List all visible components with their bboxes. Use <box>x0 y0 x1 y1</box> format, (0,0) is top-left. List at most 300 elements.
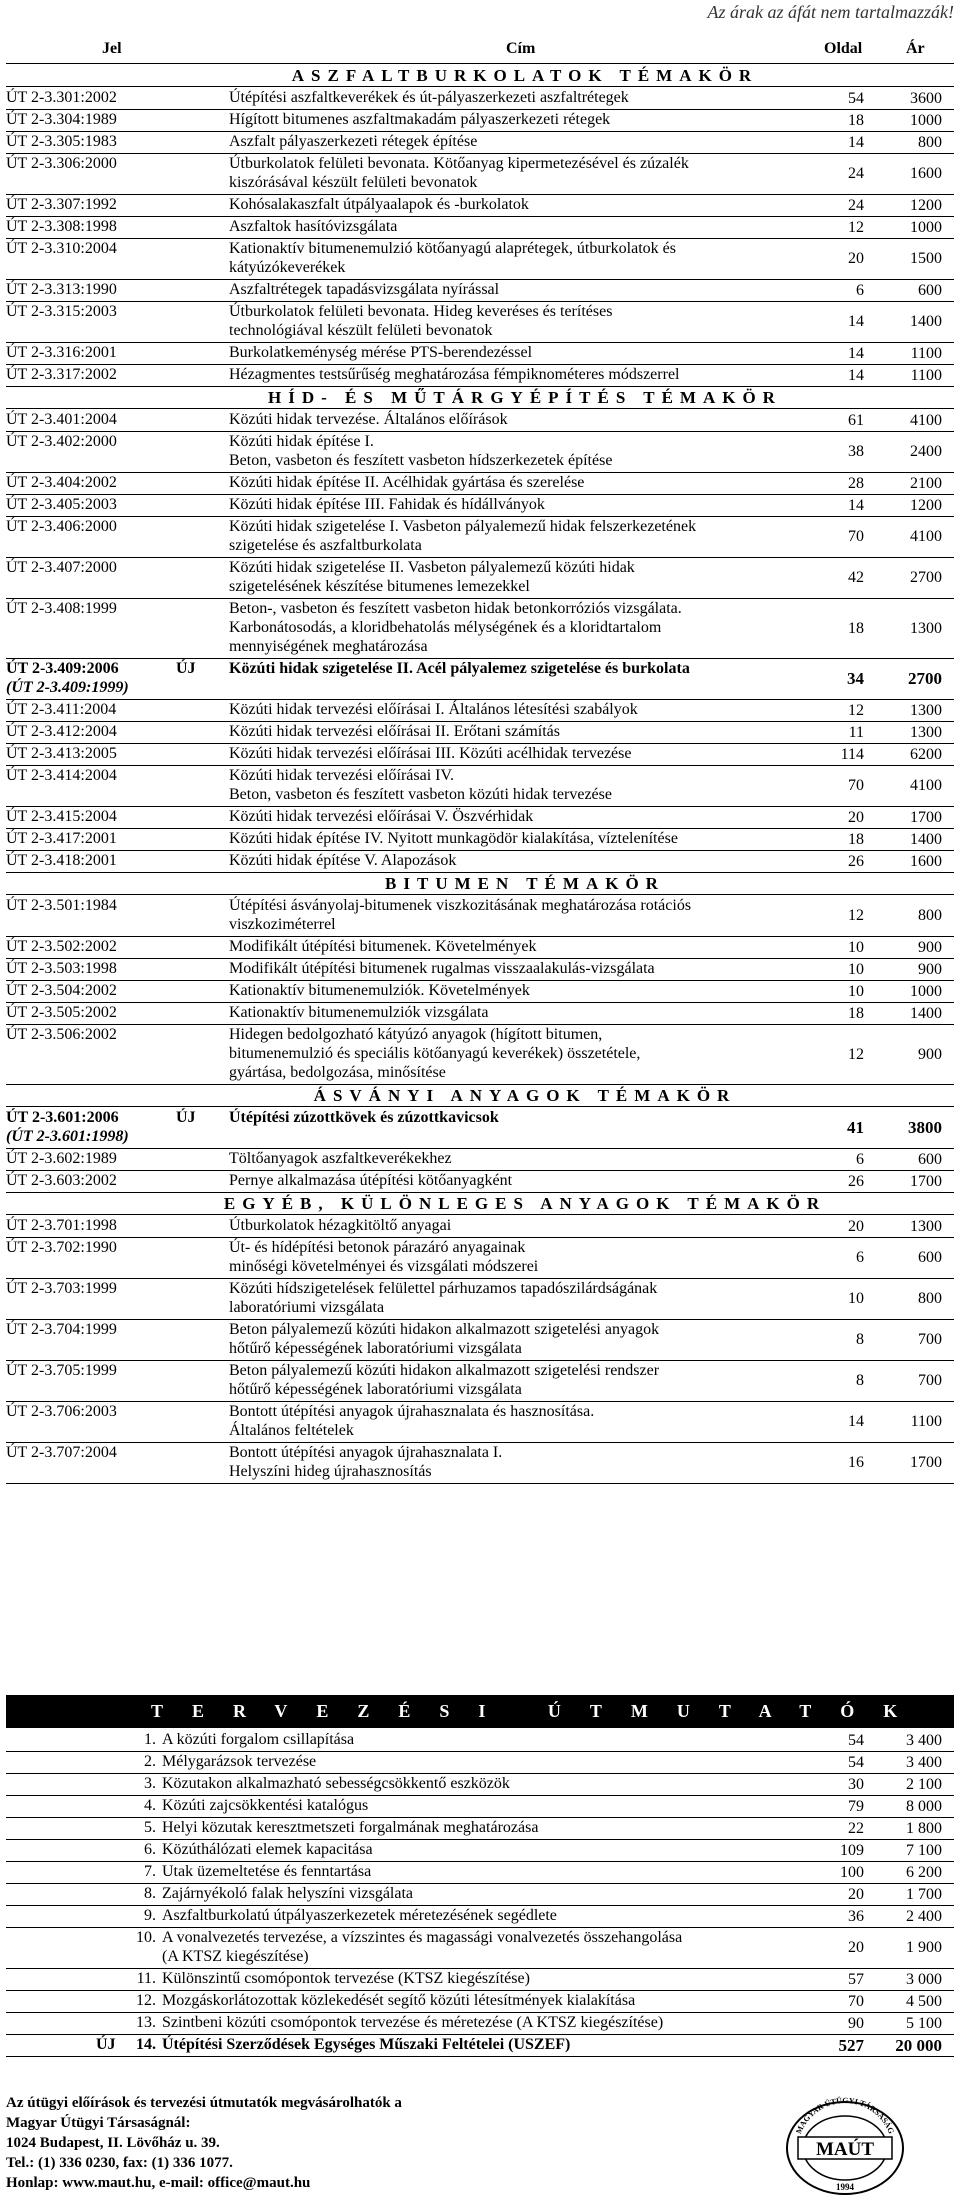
table-row <box>6 980 954 1003</box>
standard-title <box>229 473 819 492</box>
standard-code <box>6 1238 117 1257</box>
standard-code <box>6 959 117 978</box>
guide-number: 6. <box>144 1841 156 1858</box>
price: 1100 <box>910 367 942 384</box>
page-count: 36 <box>848 1908 864 1925</box>
standard-code <box>6 110 117 129</box>
title-line: Közúti hidak szigetelése II. Acél pályalemez szigetelése és burkolata <box>229 660 690 677</box>
standard-title <box>229 659 819 678</box>
guide-title <box>162 1774 812 1793</box>
page-count: 14 <box>848 367 864 384</box>
title-line: Útburkolatok felületi bevonata. Hideg keveréses és terítéses <box>229 303 613 320</box>
standard-code <box>6 1171 117 1190</box>
table-row <box>6 87 954 110</box>
page-count: 20 <box>848 250 864 267</box>
new-badge: ÚJ <box>96 2036 116 2053</box>
table-row <box>6 1401 954 1443</box>
code-text: ÚT 2-3.418:2001 <box>6 852 117 869</box>
price: 2400 <box>910 443 942 460</box>
title-line: A közúti forgalom csillapítása <box>162 1731 355 1748</box>
code-text: ÚT 2-3.307:1992 <box>6 196 117 213</box>
table-row <box>6 153 954 195</box>
page-count: 6 <box>856 1249 864 1266</box>
page-count: 38 <box>848 443 864 460</box>
price: 4100 <box>910 528 942 545</box>
price: 600 <box>918 1151 942 1168</box>
table-row <box>6 131 954 154</box>
standard-code <box>6 1443 117 1462</box>
table-row <box>6 765 954 807</box>
page-count: 527 <box>838 2036 864 2055</box>
code-text: ÚT 2-3.412:2004 <box>6 723 117 740</box>
title-line: Mozgáskorlátozottak közlekedését segítő közúti létesítmények kialakítása <box>162 1992 636 2009</box>
standard-code <box>6 132 117 151</box>
guide-title <box>162 2013 812 2032</box>
standard-title <box>229 132 819 151</box>
page-count: 12 <box>848 702 864 719</box>
title-line: bitumenemulzió és speciális kötőanyagú keverékek) összetétele, <box>229 1045 641 1062</box>
code-text: ÚT 2-3.707:2004 <box>6 1444 117 1461</box>
guide-row <box>6 1905 954 1928</box>
price: 1300 <box>910 1218 942 1235</box>
table-row <box>6 279 954 302</box>
column-header-oldal: Oldal <box>824 40 863 57</box>
guide-row <box>6 1839 954 1862</box>
price: 2700 <box>910 569 942 586</box>
table-row <box>6 409 954 432</box>
standard-title <box>229 1361 819 1399</box>
price: 3 400 <box>906 1732 942 1749</box>
guide-row <box>6 1729 954 1752</box>
page-count: 24 <box>848 165 864 182</box>
page-count: 34 <box>847 669 864 688</box>
guide-number: 11. <box>136 1970 156 1987</box>
guide-row <box>6 1883 954 1906</box>
title-line: Közúti hidak tervezése. Általános előírások <box>229 411 508 428</box>
page-count: 20 <box>848 1886 864 1903</box>
guides-title: TERVEZÉSI ÚTMUTATÓK <box>151 1701 927 1721</box>
vat-note: Az árak az áfát nem tartalmazzák! <box>707 2 954 22</box>
standard-code <box>6 1320 117 1339</box>
page-count: 18 <box>848 831 864 848</box>
price: 2 400 <box>906 1908 942 1925</box>
code-text: ÚT 2-3.505:2002 <box>6 1004 117 1021</box>
standard-title <box>229 1025 819 1082</box>
standard-title <box>229 1443 819 1481</box>
title-line: Útépítési zúzottkövek és zúzottkavicsok <box>229 1109 499 1126</box>
price: 1100 <box>910 1413 942 1430</box>
table-row <box>6 516 954 558</box>
table-row <box>6 658 954 700</box>
page-count: 10 <box>848 939 864 956</box>
guide-number: 7. <box>144 1863 156 1880</box>
table-row <box>6 301 954 343</box>
price: 900 <box>918 961 942 978</box>
standard-title <box>229 1402 819 1440</box>
title-line: kiszórásával készült felületi bevonatok <box>229 174 478 191</box>
page-count: 14 <box>848 134 864 151</box>
guide-title <box>162 1991 812 2010</box>
standard-code <box>6 1216 117 1235</box>
price: 20 000 <box>895 2036 942 2055</box>
table-row <box>6 806 954 829</box>
new-badge: ÚJ <box>176 660 196 677</box>
price: 1500 <box>910 250 942 267</box>
guide-title <box>162 1840 812 1859</box>
title-line: Beton, vasbeton és feszített vasbeton közúti hidak tervezése <box>229 786 612 803</box>
table-row <box>6 194 954 217</box>
standard-title <box>229 495 819 514</box>
code-text: ÚT 2-3.601:2006 <box>6 1109 119 1126</box>
price: 1200 <box>910 497 942 514</box>
price: 1000 <box>910 219 942 236</box>
standard-title <box>229 517 819 555</box>
title-line: Közúti hidak építése V. Alapozások <box>229 852 457 869</box>
title-line: Burkolatkeménység mérése PTS-berendezéssel <box>229 344 533 361</box>
logo-name: MAÚT <box>815 2139 875 2160</box>
standard-code <box>6 1003 117 1022</box>
title-line: Aszfalt pályaszerkezeti rétegek építése <box>229 133 478 150</box>
standard-code <box>6 829 117 848</box>
title-line: Aszfaltok hasítóvizsgálata <box>229 218 398 235</box>
price: 1400 <box>910 831 942 848</box>
code-text: ÚT 2-3.407:2000 <box>6 559 117 576</box>
code-text: ÚT 2-3.706:2003 <box>6 1403 117 1420</box>
page-count: 10 <box>848 983 864 1000</box>
price: 3 400 <box>906 1754 942 1771</box>
code-text: ÚT 2-3.405:2003 <box>6 496 117 513</box>
guide-title <box>162 1796 812 1815</box>
title-line: Beton pályalemezű közúti hidakon alkalmazott szigetelési anyagok <box>229 1321 660 1338</box>
standard-code <box>6 896 117 915</box>
price: 2100 <box>910 475 942 492</box>
title-line: Aszfaltrétegek tapadásvizsgálata nyírással <box>229 281 500 298</box>
page-count: 54 <box>848 90 864 107</box>
table-row <box>6 850 954 873</box>
standard-title <box>229 1108 819 1127</box>
title-line: Bontott útépítési anyagok újrahasznalata I. <box>229 1444 503 1461</box>
section-title: HÍD- ÉS MŰTÁRGYÉPÍTÉS TÉMAKÖR <box>268 388 782 407</box>
title-line: Közúti zajcsökkentési katalógus <box>162 1797 369 1814</box>
table-row <box>6 1278 954 1320</box>
code-text: ÚT 2-3.701:1998 <box>6 1217 117 1234</box>
standard-code <box>6 1108 129 1146</box>
guide-number: 13. <box>136 2014 156 2031</box>
price: 800 <box>918 134 942 151</box>
standard-title <box>229 1171 819 1190</box>
code-text: ÚT 2-3.409:2006 <box>6 660 119 677</box>
footer-line: Magyar Útügyi Társaságnál: <box>6 2115 191 2131</box>
guide-row <box>6 1927 954 1969</box>
title-line: minőségi követelményei és vizsgálati módszerei <box>229 1258 539 1275</box>
page-count: 12 <box>848 1046 864 1063</box>
page-count: 41 <box>847 1118 864 1137</box>
price: 600 <box>918 282 942 299</box>
page-count: 11 <box>848 724 864 741</box>
title-line: Közúti hidak tervezési előírásai V. Öszvérhidak <box>229 808 534 825</box>
standard-title <box>229 959 819 978</box>
standard-title <box>229 744 819 763</box>
code-text: ÚT 2-3.317:2002 <box>6 366 117 383</box>
standard-code <box>6 1361 117 1380</box>
page-count: 114 <box>840 746 864 763</box>
standard-code <box>6 659 129 697</box>
guide-number: 8. <box>144 1885 156 1902</box>
price: 1 800 <box>906 1820 942 1837</box>
column-header-cim: Cím <box>506 40 536 57</box>
table-row <box>6 936 954 959</box>
guide-number: 9. <box>144 1907 156 1924</box>
title-line: viszkoziméterrel <box>229 916 336 933</box>
page-count: 30 <box>848 1776 864 1793</box>
title-line: Kohósalakaszfalt útpályaalapok és -burkolatok <box>229 196 529 213</box>
code-text: ÚT 2-3.504:2002 <box>6 982 117 999</box>
page-count: 14 <box>848 497 864 514</box>
table-row <box>6 431 954 473</box>
guide-number: 10. <box>136 1929 156 1946</box>
table-row <box>6 1107 954 1149</box>
table-row <box>6 958 954 981</box>
price: 1600 <box>910 165 942 182</box>
title-line: Közúti hidak tervezési előírásai IV. <box>229 767 454 784</box>
table-row <box>6 1360 954 1402</box>
code-text: ÚT 2-3.603:2002 <box>6 1172 117 1189</box>
standard-title <box>229 722 819 741</box>
standard-code <box>6 410 117 429</box>
title-line: Közúti hidak tervezési előírásai III. Közúti acélhidak tervezése <box>229 745 632 762</box>
price: 1300 <box>910 724 942 741</box>
price: 6200 <box>910 746 942 763</box>
price: 7 100 <box>906 1842 942 1859</box>
guide-number: 12. <box>136 1992 156 2009</box>
standard-title <box>229 343 819 362</box>
standard-title <box>229 829 819 848</box>
guide-title <box>162 1862 812 1881</box>
page-count: 8 <box>856 1331 864 1348</box>
guide-title <box>162 1818 812 1837</box>
standard-title <box>229 154 819 192</box>
price: 1300 <box>910 702 942 719</box>
standard-code <box>6 517 117 536</box>
standard-code <box>6 937 117 956</box>
title-line: Kationaktív bitumenemulziók vizsgálata <box>229 1004 489 1021</box>
new-badge: ÚJ <box>176 1109 196 1126</box>
guide-row <box>6 1861 954 1884</box>
price: 600 <box>918 1249 942 1266</box>
title-line: Közúti hidak építése III. Fahidak és hídállványok <box>229 496 545 513</box>
standard-title <box>229 851 819 870</box>
guide-number: 5. <box>144 1819 156 1836</box>
footer-line: 1024 Budapest, II. Lövőház u. 39. <box>6 2135 220 2151</box>
table-row <box>6 1319 954 1361</box>
code-text: ÚT 2-3.305:1983 <box>6 133 117 150</box>
table-row <box>6 238 954 280</box>
page-count: 70 <box>848 777 864 794</box>
price: 1000 <box>910 112 942 129</box>
title-line: A vonalvezetés tervezése, a vízszintes és magassági vonalvezetés összehangolása <box>162 1929 683 1946</box>
title-line: Kationaktív bitumenemulzió kötőanyagú alaprétegek, útburkolatok és <box>229 240 676 257</box>
title-line: Útburkolatok felületi bevonata. Kötőanyag kipermetezésével és zúzalék <box>229 155 689 172</box>
title-line: szigetelése és aszfaltburkolata <box>229 537 422 554</box>
table-row <box>6 109 954 132</box>
guide-row <box>6 1751 954 1774</box>
standard-title <box>229 558 819 596</box>
title-line: Közúthálózati elemek kapacitása <box>162 1841 373 1858</box>
title-line: Útépítési aszfaltkeverékek és út-pályaszerkezeti aszfaltrétegek <box>229 89 629 106</box>
guide-number: 1. <box>144 1731 156 1748</box>
title-line: Közúti hidak tervezési előírásai I. Általános létesítési szabályok <box>229 701 638 718</box>
price: 1400 <box>910 1005 942 1022</box>
code-text: ÚT 2-3.402:2000 <box>6 433 117 450</box>
page-count: 6 <box>856 282 864 299</box>
title-line: szigetelésének készítése bitumenes lemezekkel <box>229 578 530 595</box>
price: 1700 <box>910 1173 942 1190</box>
standard-code <box>6 217 117 236</box>
table-row <box>6 721 954 744</box>
title-line: laboratóriumi vizsgálata <box>229 1299 385 1316</box>
table-row <box>6 342 954 365</box>
standard-title <box>229 1279 819 1317</box>
page-count: 16 <box>848 1454 864 1471</box>
table-row <box>6 743 954 766</box>
guide-title <box>162 2035 812 2054</box>
code-text: ÚT 2-3.702:1990 <box>6 1239 117 1256</box>
title-line: Aszfaltburkolatú útpályaszerkezetek méretezésének segédlete <box>162 1907 557 1924</box>
standard-title <box>229 1320 819 1358</box>
page-count: 57 <box>848 1971 864 1988</box>
code-text: ÚT 2-3.306:2000 <box>6 155 117 172</box>
code-text: ÚT 2-3.310:2004 <box>6 240 117 257</box>
price: 700 <box>918 1331 942 1348</box>
page-count: 79 <box>848 1798 864 1815</box>
code-text: ÚT 2-3.406:2000 <box>6 518 117 535</box>
standard-title <box>229 195 819 214</box>
code-text: ÚT 2-3.401:2004 <box>6 411 117 428</box>
standard-title <box>229 1216 819 1235</box>
maut-logo <box>780 2090 910 2196</box>
guides-title-bar <box>6 1695 954 1728</box>
title-line: Különszintű csomópontok tervezése (KTSZ kiegészítése) <box>162 1970 530 1987</box>
title-line: Beton pályalemezű közúti hidakon alkalmazott szigetelési rendszer <box>229 1362 660 1379</box>
standard-title <box>229 432 819 470</box>
price: 700 <box>918 1372 942 1389</box>
standard-code <box>6 700 116 719</box>
standard-code <box>6 1149 117 1168</box>
code-text: ÚT 2-3.417:2001 <box>6 830 117 847</box>
standard-code <box>6 195 117 214</box>
guide-title <box>162 1906 812 1925</box>
page-count: 14 <box>848 313 864 330</box>
page-count: 24 <box>848 197 864 214</box>
page-count: 12 <box>848 907 864 924</box>
standard-code <box>6 280 117 299</box>
title-line: Útépítési ásványolaj-bitumenek viszkozitásának meghatározása rotációs <box>229 897 692 914</box>
table-row <box>6 1237 954 1279</box>
standard-title <box>229 1238 819 1276</box>
title-line: Utak üzemeltetése és fenntartása <box>162 1863 372 1880</box>
table-header <box>6 35 954 63</box>
section-title: EGYÉB, KÜLÖNLEGES ANYAGOK TÉMAKÖR <box>223 1194 827 1213</box>
code-text: ÚT 2-3.703:1999 <box>6 1280 117 1297</box>
table-row <box>6 699 954 722</box>
table-row <box>6 1170 954 1193</box>
title-line: Hígított bitumenes aszfaltmakadám pályaszerkezeti rétegek <box>229 111 611 128</box>
price: 4 500 <box>906 1993 942 2010</box>
logo-ring-text: MAGYAR ÚTÜGYI TÁRSASÁG <box>794 2095 896 2136</box>
standard-title <box>229 896 819 934</box>
table-row <box>6 494 954 517</box>
page-count: 14 <box>848 1413 864 1430</box>
page-count: 26 <box>848 1173 864 1190</box>
standard-code <box>6 599 117 618</box>
code-text: ÚT 2-3.411:2004 <box>6 701 117 718</box>
price: 4100 <box>910 777 942 794</box>
standard-code <box>6 1279 117 1298</box>
guide-row <box>6 1795 954 1818</box>
page-count: 70 <box>848 1993 864 2010</box>
price: 3 000 <box>906 1971 942 1988</box>
code-text: ÚT 2-3.502:2002 <box>6 938 117 955</box>
footer-line: Tel.: (1) 336 0230, fax: (1) 336 1077. <box>6 2155 233 2171</box>
standard-code <box>6 558 117 577</box>
price: 6 200 <box>906 1864 942 1881</box>
guide-title <box>162 1928 812 1966</box>
standard-title <box>229 239 819 277</box>
code-text: ÚT 2-3.506:2002 <box>6 1026 117 1043</box>
title-line: Zajárnyékoló falak helyszíni vizsgálata <box>162 1885 414 1902</box>
guide-title <box>162 1752 812 1771</box>
table-row <box>6 1002 954 1025</box>
page-count: 22 <box>848 1820 864 1837</box>
standard-code <box>6 365 117 384</box>
title-line: hőtűrő képességének laboratóriumi vizsgálata <box>229 1340 522 1357</box>
footer-line: Honlap: www.maut.hu, e-mail: office@maut.hu <box>6 2175 311 2191</box>
page-count: 20 <box>848 1939 864 1956</box>
page-count: 61 <box>848 412 864 429</box>
price: 3800 <box>908 1118 942 1137</box>
page-count: 18 <box>848 620 864 637</box>
standard-code <box>6 1025 117 1044</box>
price: 1600 <box>910 853 942 870</box>
standard-title <box>229 110 819 129</box>
price: 1300 <box>910 620 942 637</box>
page-count: 90 <box>848 2015 864 2032</box>
title-line: mennyiségének meghatározása <box>229 638 428 655</box>
standard-title <box>229 410 819 429</box>
section-title: ASZFALTBURKOLATOK TÉMAKÖR <box>291 66 759 85</box>
title-line: Közutakon alkalmazható sebességcsökkentő eszközök <box>162 1775 510 1792</box>
title-line: Helyszíni hideg újrahasznosítás <box>229 1463 432 1480</box>
title-line: Közúti hidak építése II. Acélhidak gyártása és szerelése <box>229 474 585 491</box>
standard-code <box>6 154 117 173</box>
page-count: 14 <box>848 345 864 362</box>
footer-line: Az útügyi előírások és tervezési útmutatók megvásárolhatók a <box>6 2095 402 2111</box>
guide-title <box>162 1884 812 1903</box>
guide-row <box>6 1773 954 1796</box>
page-count: 28 <box>848 475 864 492</box>
price: 1200 <box>910 197 942 214</box>
code-text: ÚT 2-3.414:2004 <box>6 767 117 784</box>
code-text: ÚT 2-3.415:2004 <box>6 808 117 825</box>
title-line: Beton-, vasbeton és feszített vasbeton hidak betonkorróziós vizsgálata. <box>229 600 682 617</box>
standard-title <box>229 280 819 299</box>
page-count: 20 <box>848 809 864 826</box>
code-text: ÚT 2-3.316:2001 <box>6 344 117 361</box>
title-line: (A KTSZ kiegészítése) <box>162 1948 309 1965</box>
title-line: Kationaktív bitumenemulziók. Követelmények <box>229 982 530 999</box>
page-count: 42 <box>848 569 864 586</box>
standard-code <box>6 302 117 321</box>
